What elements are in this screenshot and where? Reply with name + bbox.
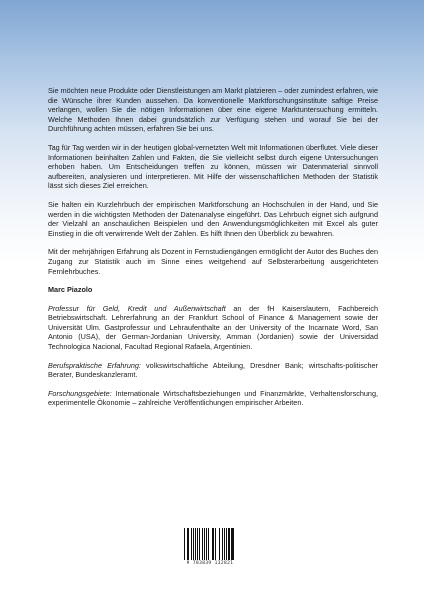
- research-label: Forschungsgebiete:: [48, 388, 112, 398]
- isbn-barcode: [180, 524, 240, 572]
- research-text: Internationale Wirtschaftsbeziehungen und Finanzmärkte, Verhaltensforschung, experimentelle Ökonomie – zahlreiche Veröffentlichungen empirischer Arbeiten.: [48, 388, 378, 408]
- experience-text: volkswirtschaftliche Abteilung, Dresdner Bank; wirtschafts-politischer Berater, Bundeskanzleramt.: [48, 360, 378, 380]
- blurb-paragraph-2: Tag für Tag werden wir in der heutigen global-vernetzten Welt mit Informationen überflutet. Viele dieser Informationen beinhalten Zahlen und Fakten, die Sie vielleicht selbst durch eigene Untersuchungen erhoben haben. Um Entscheidungen treffen zu können, müssen wir Datenmaterial sinnvoll aufbereiten, analysieren und interpretieren. Mit Hilfe der wissenschaftlichen Methoden der Statistik lässt sich dieses Ziel erreichen.: [48, 142, 378, 191]
- blurb-paragraph-4: Mit der mehrjährigen Erfahrung als Dozent in Fernstudiengängen ermöglicht der Autor des Buches den Zugang zur Statistik auch im Sinne eines weitgehend auf Selbsterarbeitung ausgerichteten Fernlehrbuches.: [48, 247, 378, 276]
- blurb-paragraph-3: Sie halten ein Kurzlehrbuch der empirischen Marktforschung an Hochschulen in der Hand, und Sie werden in die wichtigsten Methoden der Datenanalyse eingeführt. Das Lehrbuch eignet sich aufgrund der Vielzahl an anschaulichen Beispielen und den Anwendungsmöglichkeiten mit Excel als guter Einstieg in die oft verwirrende Welt der Zahlen. Es hilft Ihnen den Überblick zu bewahren.: [48, 199, 378, 238]
- blurb-paragraph-1: Sie möchten neue Produkte oder Dienstleistungen am Markt platzieren – oder zumindest erfahren, wie die Wünsche ihrer Kunden aussehen. Da konventionelle Marktforschungsinstitute saftige Preise verlangen, wollen Sie die nötigen Informationen über eine eigene Marktuntersuchung ermitteln. Welche Methoden Ihnen dabei grundsätzlich zur Verfügung stehen und worauf Sie bei der Durchführung achten müssen, erfahren Sie bei uns.: [48, 86, 378, 134]
- author-name: Marc Piazolo: [48, 285, 93, 295]
- author-research: [48, 389, 378, 408]
- barcode-number: 9 783839 132821: [186, 561, 234, 566]
- back-cover-text: [48, 86, 378, 417]
- barcode-bar: [233, 528, 234, 560]
- author-professorship: Professur für Geld, Kredit und Außenwirtschaft: [48, 303, 226, 313]
- experience-label: Berufspraktische Erfahrung:: [48, 360, 141, 370]
- author-bio: [48, 304, 378, 352]
- barcode-bars: [184, 528, 236, 560]
- author-experience: [48, 361, 378, 380]
- author-bio-text: an der fH Kaiserslautern, Fachbereich Betriebswirtschaft. Lehrerfahrung an der Frankfurt School of Finance & Management sowie der Universität Ulm. Gastprofessur und Lehraufenthalte an der University of the Incarnate Word, San Antonio (USA), der German-Jordanian University, Amman (Jordanien) sowie der Universidad Technologica Nacional, Facultad Regional Rafaela, Argentinien.: [48, 303, 378, 352]
